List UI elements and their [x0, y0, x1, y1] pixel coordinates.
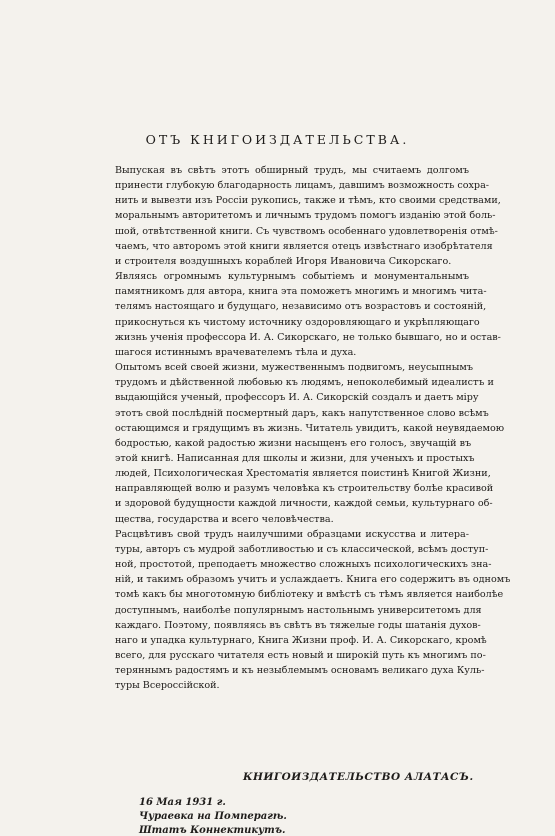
text-line: нить и вывезти изъ Россіи рукопись, также и тѣмъ, кто своими средствами,: [115, 195, 501, 207]
publisher-signature: КНИГОИЗДАТЕЛЬСТВО АЛАТАСЪ.: [243, 771, 474, 783]
text-line: выдающійся ученый, профессоръ И. А. Сикорскій создалъ и даетъ міру: [115, 392, 479, 404]
paragraph: [87, 360, 505, 527]
text-line: и здоровой будущности каждой личности, каждой семьи, культурнаго об-: [115, 498, 493, 510]
dateline-date: 16 Мая 1931 г.: [139, 797, 226, 808]
text-line: людей, Психологическая Хрестоматія является поистинѣ Книгой Жизни,: [115, 468, 491, 480]
paragraph: [87, 527, 511, 694]
text-line: ной, простотой, преподаетъ множество сложныхъ психологическихъ зна-: [115, 559, 492, 571]
paragraph: [87, 163, 501, 269]
text-line: каждаго. Поэтому, появляясь въ свѣтъ въ тяжелые годы шатанія духов-: [115, 619, 481, 631]
text-line: и строителя воздушныхъ кораблей Игоря Ивановича Сикорскаго.: [115, 255, 452, 267]
text-line: Опытомъ всей своей жизни, мужественнымъ подвигомъ, неусыпнымъ: [115, 362, 473, 374]
dateline-state: Штатъ Коннектикутъ.: [139, 825, 286, 836]
text-line: теряннымъ радостямъ и къ незыблемымъ основамъ великаго духа Куль-: [115, 665, 485, 677]
text-line: памятникомъ для автора, книга эта поможетъ многимъ и многимъ чита-: [115, 286, 487, 298]
text-line: томѣ какъ бы многотомную библіотеку и вмѣстѣ съ тѣмъ является наиболѣе: [115, 589, 504, 601]
page-title: ОТЪ КНИГОИЗДАТЕЛЬСТВА.: [145, 132, 410, 147]
text-line: Расцвѣтивъ свой трудъ наилучшими образцами искусства и литера-: [115, 528, 469, 540]
text-line: жизнь ученія профессора И. А. Сикорскаго, не только бывшаго, но и остав-: [115, 331, 501, 343]
paragraph: [87, 269, 501, 360]
text-line: остающимся и грядущимъ въ жизнь. Читатель увидитъ, какой неувядаемою: [115, 422, 505, 434]
text-line: этой книгѣ. Написанная для школы и жизни, для ученыхъ и простыхъ: [115, 452, 475, 464]
text-line: этотъ свой послѣдній посмертный даръ, какъ напутственное слово всѣмъ: [115, 407, 489, 419]
text-line: телямъ настоящаго и будущаго, независимо отъ возрастовъ и состояній,: [115, 301, 487, 313]
text-line: направляющей волю и разумъ человѣка къ строительству болѣе красивой: [115, 483, 494, 495]
text-line: ній, и такимъ образомъ учитъ и услаждаетъ. Книга его содержитъ въ одномъ: [115, 574, 511, 586]
text-line: трудомъ и дѣйственной любовью къ людямъ, непоколебимый идеалистъ и: [115, 377, 494, 389]
text-line: чаемъ, что авторомъ этой книги является отецъ извѣстнаго изобрѣтателя: [115, 240, 493, 252]
foreword-body: [87, 163, 511, 693]
text-line: туры Всероссійской.: [115, 680, 220, 692]
dateline-place: Чураевка на Помперагѣ.: [139, 811, 287, 822]
text-line: наго и упадка культурнаго, Книга Жизни проф. И. А. Сикорскаго, кромѣ: [115, 634, 487, 646]
text-line: Являясь огромнымъ культурнымъ событіемъ и монументальнымъ: [115, 271, 469, 283]
text-line: всего, для русскаго читателя есть новый и широкій путь къ многимъ по-: [115, 650, 486, 661]
text-line: принести глубокую благодарность лицамъ, давшимъ возможность сохра-: [115, 180, 490, 192]
text-line: бодростью, какой радостью жизни насыщенъ его голосъ, звучащій въ: [115, 437, 472, 449]
text-line: моральнымъ авторитетомъ и личнымъ трудомъ помогъ изданію этой боль-: [115, 210, 496, 222]
text-line: шой, отвѣтственной книги. Съ чувствомъ особеннаго удовлетворенія отмѣ-: [115, 225, 498, 237]
text-line: доступнымъ, наиболѣе популярнымъ настольнымъ университетомъ для: [115, 604, 482, 616]
text-line: туры, авторъ съ мудрой заботливостью и съ классической, всѣмъ доступ-: [115, 543, 489, 555]
text-line: прикоснуться къ чистому источнику оздоровляющаго и укрѣпляющаго: [115, 316, 480, 328]
text-line: Выпуская въ свѣтъ этотъ обширный трудъ, мы считаемъ долгомъ: [115, 165, 469, 176]
text-line: щества, государства и всего человѣчества.: [115, 513, 334, 525]
text-line: шагося истиннымъ врачевателемъ тѣла и духа.: [115, 346, 357, 358]
